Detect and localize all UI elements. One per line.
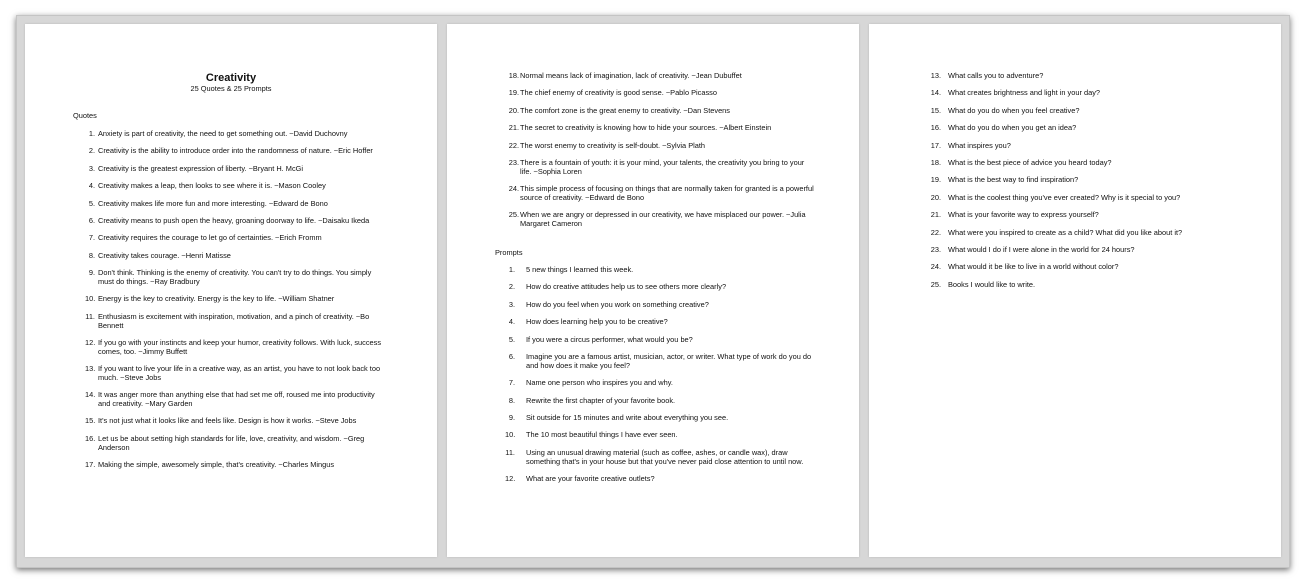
quote-item-text: There is a fountain of youth: it is your mind, your talents, the creativity you bring to your life. ~Sophia Loren bbox=[520, 157, 805, 176]
prompt-item-number: 25. bbox=[930, 279, 941, 289]
quote-item-number: 8. bbox=[88, 250, 95, 260]
prompt-item-text: What are your favorite creative outlets? bbox=[526, 473, 655, 483]
quote-item bbox=[85, 217, 385, 226]
prompt-item bbox=[505, 379, 815, 388]
prompt-item bbox=[505, 431, 815, 440]
prompt-item-text: How does learning help you to be creative? bbox=[526, 317, 668, 327]
prompt-item bbox=[505, 336, 815, 345]
prompt-item bbox=[927, 159, 1272, 168]
prompt-item-text: Using an unusual drawing material (such as coffee, ashes, or candle wax), draw something that's in your house but that you've never paid close attention to until now. bbox=[526, 447, 804, 466]
prompt-item-text: What calls you to adventure? bbox=[948, 71, 1044, 80]
prompt-item-text: What were you inspired to create as a child? What did you like about it? bbox=[948, 227, 1183, 237]
quote-item bbox=[85, 165, 385, 174]
quote-item-text: Normal means lack of imagination, lack of creativity. ~Jean Dubuffet bbox=[520, 71, 742, 80]
quote-item bbox=[505, 211, 815, 229]
quote-item-number: 2. bbox=[88, 146, 95, 156]
quote-item-number: 21. bbox=[508, 123, 519, 133]
prompt-item-number: 19. bbox=[930, 175, 941, 185]
quote-item-text: If you go with your instincts and keep your humor, creativity follows. With luck, success comes, too. ~Jimmy Buffett bbox=[98, 337, 382, 356]
quote-item bbox=[85, 417, 385, 426]
prompt-item-text: Rewrite the first chapter of your favorite book. bbox=[526, 395, 676, 405]
quote-item-number: 15. bbox=[85, 416, 96, 426]
quotes-list bbox=[85, 130, 385, 478]
prompt-item-text: What creates brightness and light in your day? bbox=[948, 88, 1101, 98]
prompt-item bbox=[505, 475, 815, 484]
prompt-item-text: What do you do when you get an idea? bbox=[948, 123, 1077, 133]
prompt-item bbox=[927, 89, 1272, 98]
quote-item-text: Don't think. Thinking is the enemy of creativity. You can't try to do things. You simply must do things. ~Ray Bradbury bbox=[98, 268, 372, 286]
prompt-item-text: How do creative attitudes help us to see others more clearly? bbox=[526, 282, 727, 292]
prompt-item-text: Name one person who inspires you and why. bbox=[526, 378, 673, 388]
quote-item bbox=[505, 185, 815, 203]
prompt-item bbox=[505, 449, 815, 467]
quote-item-number: 9. bbox=[88, 268, 95, 278]
prompt-item-number: 8. bbox=[508, 395, 515, 405]
quote-item-text: The comfort zone is the great enemy to creativity. ~Dan Stevens bbox=[520, 105, 730, 115]
quote-item-number: 18. bbox=[508, 71, 519, 80]
prompt-item bbox=[505, 353, 815, 371]
prompt-item-number: 13. bbox=[930, 71, 941, 80]
prompt-item-text: What is the coolest thing you've ever created? Why is it special to you? bbox=[948, 192, 1181, 202]
quote-item bbox=[85, 234, 385, 243]
prompts-heading: Prompts bbox=[495, 248, 523, 257]
quote-item-text: When we are angry or depressed in our creativity, we have misplaced our power. ~Julia Margaret Cameron bbox=[520, 210, 806, 229]
prompt-item bbox=[927, 142, 1272, 151]
quote-item-text: Creativity makes life more fun and more interesting. ~Edward de Bono bbox=[98, 198, 328, 208]
page-2 bbox=[447, 24, 859, 557]
quote-item-text: It was anger more than anything else that had set me off, roused me into productivity and creativity. ~Mary Garden bbox=[98, 390, 375, 409]
prompt-item-number: 21. bbox=[930, 210, 941, 220]
prompt-item-number: 17. bbox=[930, 140, 941, 150]
prompt-item-text: If you were a circus performer, what would you be? bbox=[526, 334, 693, 344]
prompt-item-text: The 10 most beautiful things I have ever seen. bbox=[526, 430, 678, 440]
quote-item bbox=[505, 72, 815, 81]
quote-item-number: 10. bbox=[85, 294, 96, 304]
page-1 bbox=[25, 24, 437, 557]
prompt-item bbox=[927, 211, 1272, 220]
prompt-item-number: 10. bbox=[505, 430, 516, 440]
quote-item-text: The secret to creativity is knowing how to hide your sources. ~Albert Einstein bbox=[520, 123, 772, 133]
quote-item bbox=[505, 124, 815, 133]
quote-item bbox=[85, 182, 385, 191]
quote-item-number: 1. bbox=[88, 129, 95, 138]
quote-item-number: 3. bbox=[88, 163, 95, 173]
quote-item-number: 24. bbox=[508, 184, 519, 194]
prompt-item bbox=[927, 107, 1272, 116]
prompt-item-text: What is the best way to find inspiration? bbox=[948, 175, 1079, 185]
quote-item-text: Creativity means to push open the heavy, groaning doorway to life. ~Daisaku Ikeda bbox=[98, 215, 370, 225]
quote-item-number: 6. bbox=[88, 215, 95, 225]
prompt-item bbox=[927, 72, 1272, 81]
quotes-list-continued bbox=[505, 72, 815, 238]
quote-item-number: 11. bbox=[85, 311, 95, 321]
prompt-item-number: 18. bbox=[930, 157, 941, 167]
prompt-item bbox=[505, 414, 815, 423]
quote-item bbox=[85, 461, 385, 470]
quote-item bbox=[85, 200, 385, 209]
quote-item-number: 19. bbox=[508, 88, 519, 98]
quote-item-number: 4. bbox=[88, 181, 95, 191]
prompt-item bbox=[505, 301, 815, 310]
prompt-item bbox=[927, 176, 1272, 185]
quote-item-number: 13. bbox=[85, 364, 96, 374]
prompt-item-number: 16. bbox=[930, 123, 941, 133]
quote-item bbox=[85, 147, 385, 156]
prompt-item bbox=[505, 397, 815, 406]
quote-item-text: The worst enemy to creativity is self-doubt. ~Sylvia Plath bbox=[520, 140, 706, 150]
quote-item-number: 5. bbox=[88, 198, 95, 208]
quote-item-text: Creativity requires the courage to let go of certainties. ~Erich Fromm bbox=[98, 233, 322, 243]
prompt-item-number: 14. bbox=[930, 88, 941, 98]
quote-item-number: 12. bbox=[85, 337, 96, 347]
prompt-item-text: Books I would like to write. bbox=[948, 279, 1036, 289]
prompt-item bbox=[927, 229, 1272, 238]
prompt-item bbox=[927, 246, 1272, 255]
quote-item-text: The chief enemy of creativity is good sense. ~Pablo Picasso bbox=[520, 88, 717, 98]
quote-item bbox=[85, 269, 385, 287]
prompt-item-text: What would I do if I were alone in the world for 24 hours? bbox=[948, 244, 1135, 254]
quote-item-number: 7. bbox=[88, 233, 95, 243]
prompt-item-number: 22. bbox=[930, 227, 941, 237]
quote-item bbox=[505, 107, 815, 116]
quote-item bbox=[505, 89, 815, 98]
prompts-list-continued bbox=[927, 72, 1272, 298]
quote-item-text: Let us be about setting high standards for life, love, creativity, and wisdom. ~Greg Anderson bbox=[98, 433, 365, 452]
quote-item bbox=[85, 365, 385, 383]
quote-item-number: 23. bbox=[508, 157, 519, 167]
prompt-item-number: 1. bbox=[508, 265, 515, 274]
document-subtitle: 25 Quotes & 25 Prompts bbox=[190, 84, 272, 93]
quote-item bbox=[85, 391, 385, 409]
prompt-item bbox=[505, 266, 815, 275]
quote-item bbox=[505, 159, 815, 177]
quote-item-number: 25. bbox=[508, 210, 519, 220]
quote-item bbox=[85, 313, 385, 331]
quote-item-number: 14. bbox=[85, 390, 96, 400]
prompt-item-number: 23. bbox=[930, 244, 941, 254]
quote-item-number: 17. bbox=[85, 460, 96, 470]
prompt-item-number: 24. bbox=[930, 262, 941, 272]
prompt-item-text: How do you feel when you work on something creative? bbox=[526, 299, 709, 309]
prompt-item bbox=[927, 281, 1272, 290]
prompt-item-text: Sit outside for 15 minutes and write about everything you see. bbox=[526, 412, 729, 422]
prompt-item-number: 7. bbox=[508, 378, 515, 388]
prompt-item-text: 5 new things I learned this week. bbox=[526, 265, 634, 274]
quote-item bbox=[85, 295, 385, 304]
document-title: Creativity bbox=[205, 72, 257, 84]
quote-item-text: Creativity takes courage. ~Henri Matisse bbox=[98, 250, 231, 260]
quotes-heading: Quotes bbox=[73, 111, 97, 120]
quote-item-text: If you want to live your life in a creative way, as an artist, you have to not look back too much. ~Steve Jobs bbox=[98, 364, 381, 382]
prompt-item bbox=[505, 318, 815, 327]
quote-item bbox=[85, 252, 385, 261]
prompt-item bbox=[927, 194, 1272, 203]
prompt-item bbox=[927, 263, 1272, 272]
prompts-list bbox=[505, 266, 815, 492]
quote-item-text: Making the simple, awesomely simple, that's creativity. ~Charles Mingus bbox=[98, 460, 335, 470]
prompt-item-number: 3. bbox=[508, 299, 515, 309]
quote-item bbox=[85, 435, 385, 453]
prompt-item bbox=[505, 283, 815, 292]
prompt-item-number: 4. bbox=[508, 317, 515, 327]
quote-item-text: This simple process of focusing on things that are normally taken for granted is a powerful source of creativity. ~Edward de Bono bbox=[520, 184, 814, 202]
quote-item-number: 16. bbox=[85, 433, 96, 443]
quote-item-text: Enthusiasm is excitement with inspiration, motivation, and a pinch of creativity. ~Bo Bennett bbox=[98, 311, 370, 330]
quote-item-text: It's not just what it looks like and feels like. Design is how it works. ~Steve Jobs bbox=[98, 416, 357, 426]
prompt-item-text: What do you do when you feel creative? bbox=[948, 105, 1080, 115]
quote-item-text: Anxiety is part of creativity, the need to get something out. ~David Duchovny bbox=[98, 129, 348, 138]
prompt-item-number: 12. bbox=[505, 473, 516, 483]
quote-item-text: Creativity makes a leap, then looks to see where it is. ~Mason Cooley bbox=[98, 181, 326, 191]
quote-item-text: Creativity is the ability to introduce order into the randomness of nature. ~Eric Hoffer bbox=[98, 146, 373, 156]
quote-item bbox=[505, 142, 815, 151]
quote-item-text: Creativity is the greatest expression of liberty. ~Bryant H. McGi bbox=[98, 163, 304, 173]
quote-item-text: Energy is the key to creativity. Energy is the key to life. ~William Shatner bbox=[98, 294, 335, 304]
prompt-item-number: 20. bbox=[930, 192, 941, 202]
prompt-item-number: 11. bbox=[505, 447, 515, 457]
quote-item bbox=[85, 339, 385, 357]
prompt-item-text: What is your favorite way to express yourself? bbox=[948, 210, 1099, 220]
quote-item bbox=[85, 130, 385, 139]
prompt-item-number: 5. bbox=[508, 334, 515, 344]
quote-item-number: 20. bbox=[508, 105, 519, 115]
prompt-item-number: 9. bbox=[508, 412, 515, 422]
page-3 bbox=[869, 24, 1281, 557]
prompt-item-text: What is the best piece of advice you heard today? bbox=[948, 157, 1112, 167]
prompt-item bbox=[927, 124, 1272, 133]
prompt-item-number: 2. bbox=[508, 282, 515, 292]
prompt-item-number: 6. bbox=[508, 351, 515, 361]
prompt-item-text: Imagine you are a famous artist, musician, actor, or writer. What type of work do you do and how does it make you feel? bbox=[526, 351, 812, 370]
prompt-item-number: 15. bbox=[930, 105, 941, 115]
prompt-item-text: What inspires you? bbox=[948, 140, 1011, 150]
prompt-item-text: What would it be like to live in a world without color? bbox=[948, 262, 1119, 272]
quote-item-number: 22. bbox=[508, 140, 519, 150]
